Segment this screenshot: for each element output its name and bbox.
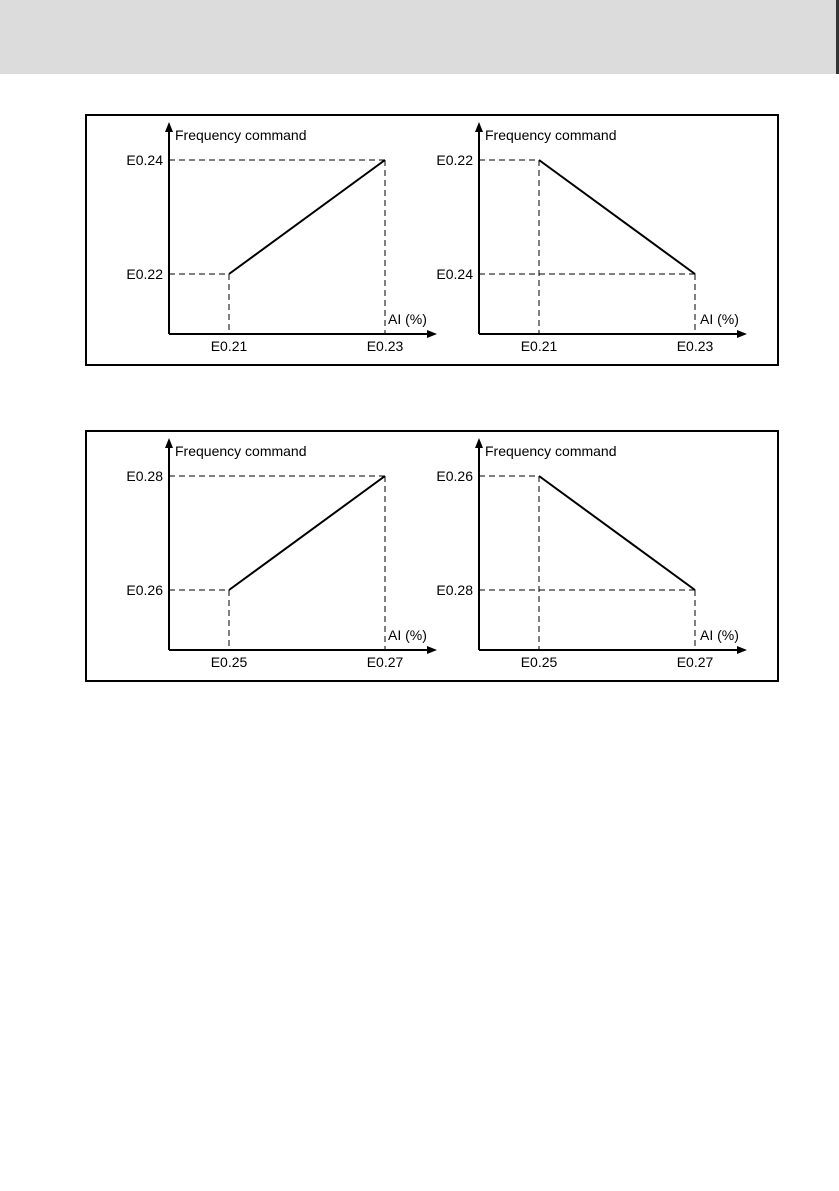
y-axis-arrow-icon xyxy=(475,122,483,132)
y-tick-label: E0.28 xyxy=(126,468,163,484)
y-axis-label: Frequency command xyxy=(175,443,307,459)
figure-1 xyxy=(85,114,779,366)
figure-1-svg xyxy=(87,116,781,368)
y-tick-label: E0.26 xyxy=(126,582,163,598)
y-tick-label: E0.22 xyxy=(436,152,473,168)
x-axis-arrow-icon xyxy=(737,330,747,338)
x-tick-label: E0.27 xyxy=(366,654,404,670)
y-axis-arrow-icon xyxy=(165,438,173,448)
characteristic-line xyxy=(539,160,695,274)
y-axis-label: Frequency command xyxy=(485,443,617,459)
x-tick-label: E0.23 xyxy=(366,338,404,354)
y-axis-arrow-icon xyxy=(165,122,173,132)
figure-2-svg xyxy=(87,432,781,684)
x-tick-label: E0.25 xyxy=(520,654,558,670)
x-tick-label: E0.21 xyxy=(520,338,558,354)
y-axis-label: Frequency command xyxy=(175,127,307,143)
y-tick-label: E0.26 xyxy=(436,468,473,484)
panel-1a xyxy=(126,122,437,354)
y-tick-label: E0.22 xyxy=(126,266,163,282)
x-tick-label: E0.21 xyxy=(210,338,248,354)
characteristic-line xyxy=(539,476,695,590)
x-tick-label: E0.23 xyxy=(676,338,714,354)
x-tick-label: E0.27 xyxy=(676,654,714,670)
characteristic-line xyxy=(229,476,385,590)
panel-2a xyxy=(126,438,437,670)
x-axis-label: AI (%) xyxy=(700,627,739,643)
panel-2b xyxy=(436,438,747,670)
characteristic-line xyxy=(229,160,385,274)
y-axis-label: Frequency command xyxy=(485,127,617,143)
panel-1b xyxy=(436,122,747,354)
x-axis-arrow-icon xyxy=(427,330,437,338)
x-axis-label: AI (%) xyxy=(388,627,427,643)
y-tick-label: E0.28 xyxy=(436,582,473,598)
x-axis-label: AI (%) xyxy=(700,311,739,327)
figure-2 xyxy=(85,430,779,682)
x-axis-label: AI (%) xyxy=(388,311,427,327)
y-tick-label: E0.24 xyxy=(126,152,163,168)
page-header xyxy=(0,0,839,74)
x-tick-label: E0.25 xyxy=(210,654,248,670)
y-tick-label: E0.24 xyxy=(436,266,473,282)
y-axis-arrow-icon xyxy=(475,438,483,448)
x-axis-arrow-icon xyxy=(427,646,437,654)
x-axis-arrow-icon xyxy=(737,646,747,654)
